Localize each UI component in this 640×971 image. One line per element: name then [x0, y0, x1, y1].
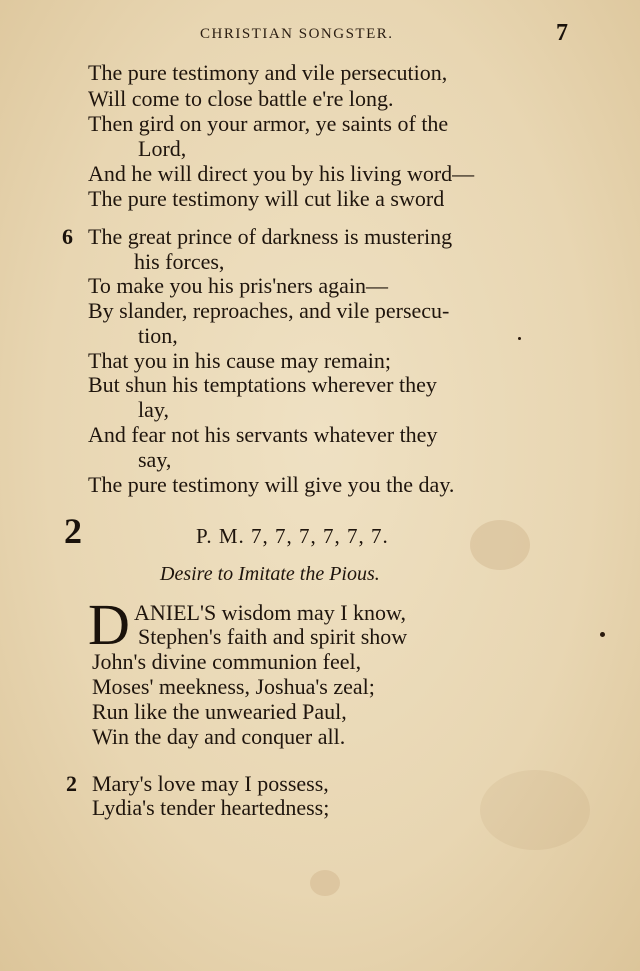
- verse-line: Lydia's tender heartedness;: [92, 795, 330, 820]
- paper-stain: [310, 870, 340, 896]
- page-number: 7: [556, 20, 568, 46]
- verse-line: The pure testimony will give you the day.: [88, 472, 455, 497]
- verse-line: say,: [138, 447, 172, 472]
- drop-cap: D: [88, 592, 130, 657]
- verse-line: John's divine communion feel,: [92, 649, 362, 674]
- verse-line: Then gird on your armor, ye saints of the: [88, 111, 449, 136]
- verse-line: Lord,: [138, 136, 187, 161]
- verse-line: And fear not his servants whatever they: [88, 422, 438, 447]
- verse-line: tion,: [138, 323, 178, 348]
- verse-line: Will come to close battle e're long.: [88, 86, 394, 111]
- verse-number: 6: [62, 224, 73, 249]
- paper-stain: [470, 520, 530, 570]
- verse-line: Moses' meekness, Joshua's zeal;: [92, 674, 375, 699]
- verse-line: The pure testimony and vile persecution,: [88, 60, 448, 85]
- verse-number: 2: [66, 771, 77, 796]
- ink-speck: [518, 337, 521, 340]
- ink-speck: [600, 632, 605, 637]
- hymn-meter: P. M. 7, 7, 7, 7, 7, 7.: [196, 524, 389, 548]
- verse-line: his forces,: [134, 249, 225, 274]
- hymn-number: 2: [64, 511, 82, 551]
- verse-line: The great prince of darkness is mustering: [88, 224, 453, 249]
- paper-stain: [480, 770, 590, 850]
- verse-line: That you in his cause may remain;: [88, 348, 392, 373]
- page-header: [0, 20, 640, 50]
- verse-line: Stephen's faith and spirit show: [138, 624, 408, 649]
- running-head: CHRISTIAN SONGSTER.: [200, 26, 394, 42]
- verse-line: The pure testimony will cut like a sword: [88, 186, 445, 211]
- verse-line: Win the day and conquer all.: [92, 724, 346, 749]
- verse-line: And he will direct you by his living word—: [88, 161, 475, 186]
- verse-line: Mary's love may I possess,: [92, 771, 329, 796]
- verse-line: But shun his temptations wherever they: [88, 372, 437, 397]
- verse-line: lay,: [138, 397, 169, 422]
- hymn-title: Desire to Imitate the Pious.: [160, 563, 380, 585]
- verse-line: To make you his pris'ners again—: [88, 273, 388, 298]
- verse-line: ANIEL'S wisdom may I know,: [134, 600, 407, 625]
- verse-line: By slander, reproaches, and vile persecu-: [88, 298, 450, 323]
- verse-line: Run like the unwearied Paul,: [92, 699, 347, 724]
